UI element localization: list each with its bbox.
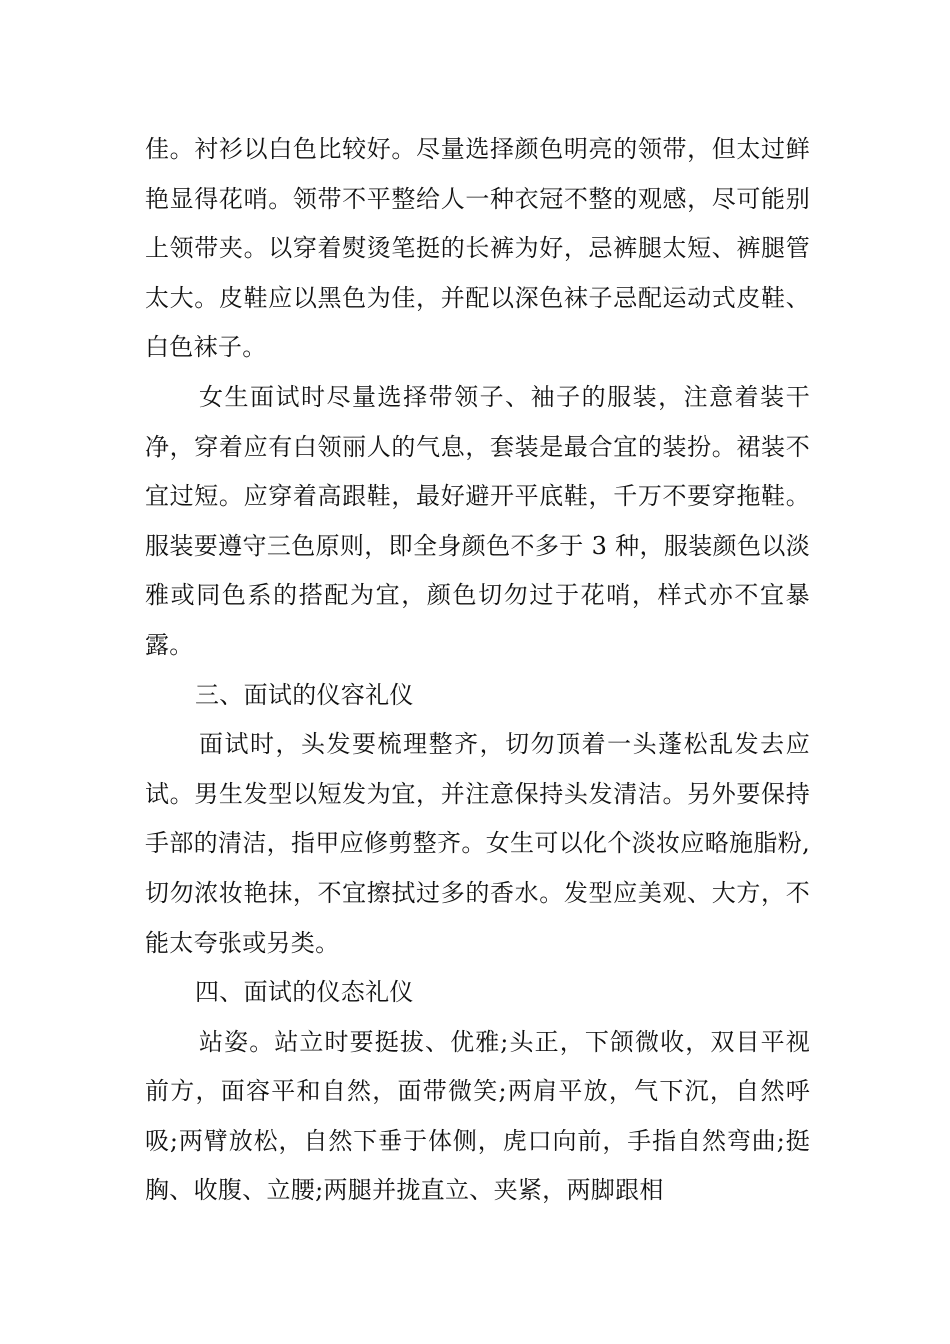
document-page	[145, 125, 810, 1216]
section-heading-posture: 四、面试的仪态礼仪	[195, 978, 414, 1007]
paragraph-grooming: 面试时，头发要梳理整齐，切勿顶着一头蓬松乱发去应试。男生发型以短发为宜，并注意保持头发清洁。另外要保持手部的清洁，指甲应修剪整齐。女生可以化个淡妆应略施脂粉,切勿浓妆艳抹，不宜擦拭过多的香水。发型应美观、大方，不能太夸张或另类。	[145, 730, 810, 957]
paragraph-men-attire: 佳。衬衫以白色比较好。尽量选择颜色明亮的领带，但太过鲜艳显得花哨。领带不平整给人一种衣冠不整的观感，尽可能别上领带夹。以穿着熨烫笔挺的长裤为好，忌裤腿太短、裤腿管太大。皮鞋应以黑色为佳，并配以深色袜子忌配运动式皮鞋、白色袜子。	[145, 135, 810, 362]
paragraph-standing-posture: 站姿。站立时要挺拔、优雅;头正，下颌微收，双目平视前方，面容平和自然，面带微笑;两肩平放，气下沉，自然呼吸;两臂放松，自然下垂于体侧，虎口向前，手指自然弯曲;挺胸、收腹、立腰;两腿并拢直立、夹紧，两脚跟相	[145, 1027, 810, 1205]
section-heading-grooming: 三、面试的仪容礼仪	[195, 680, 414, 709]
paragraph-women-attire: 女生面试时尽量选择带领子、袖子的服装，注意着装干净，穿着应有白领丽人的气息，套装是最合宜的装扮。裙装不宜过短。应穿着高跟鞋，最好避开平底鞋，千万不要穿拖鞋。服装要遵守三色原则，即全身颜色不多于 3 种，服装颜色以淡雅或同色系的搭配为宜，颜色切勿过于花哨，样式亦不宜暴露。	[145, 382, 810, 659]
